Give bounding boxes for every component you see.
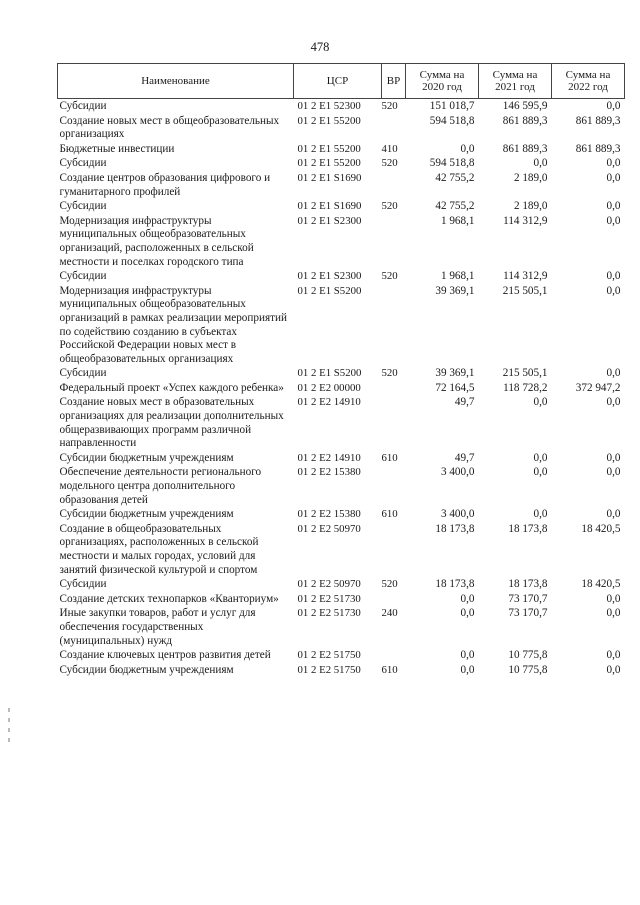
table-row bbox=[58, 99, 625, 114]
cell-csr: 01 2 E2 51750 bbox=[297, 663, 361, 676]
cell-vr: 520 bbox=[381, 100, 398, 112]
cell-csr: 01 2 E1 55200 bbox=[297, 114, 361, 127]
scan-mark bbox=[8, 738, 10, 742]
table-row bbox=[58, 663, 625, 678]
cell-y2020: 0,0 bbox=[460, 663, 475, 676]
cell-name: Модернизация инфраструктуры муниципальных общеобразовательных организаций в рамках реализации мероприятий по содействию созданию в субъектах Российской Федерации новых мест в общеобразовательных организациях bbox=[59, 284, 287, 365]
cell-y2022: 0,0 bbox=[606, 451, 621, 464]
cell-y2022: 0,0 bbox=[606, 100, 621, 112]
cell-name: Модернизация инфраструктуры муниципальных общеобразовательных организаций, расположенных в сельской местности и поселках городского типа bbox=[59, 214, 254, 268]
header-name: Наименование bbox=[58, 64, 294, 99]
cell-y2022: 0,0 bbox=[606, 607, 621, 620]
cell-y2020: 49,7 bbox=[454, 396, 475, 409]
cell-y2022: 0,0 bbox=[606, 663, 621, 676]
table-row bbox=[58, 199, 625, 214]
cell-y2021: 0,0 bbox=[533, 466, 548, 479]
cell-csr: 01 2 E1 S5200 bbox=[297, 284, 362, 297]
table-row bbox=[58, 142, 625, 157]
cell-csr: 01 2 E1 55200 bbox=[297, 142, 361, 155]
cell-y2020: 42 755,2 bbox=[435, 171, 475, 184]
cell-vr bbox=[382, 522, 406, 577]
cell-vr: 240 bbox=[381, 607, 398, 620]
cell-name: Субсидии bbox=[59, 578, 107, 591]
cell-y2021: 0,0 bbox=[533, 396, 548, 409]
cell-y2021: 18 173,8 bbox=[508, 522, 548, 535]
cell-name: Субсидии bbox=[59, 157, 107, 170]
cell-y2022: 0,0 bbox=[606, 396, 621, 409]
cell-y2020: 72 164,5 bbox=[435, 381, 475, 394]
cell-name: Создание в общеобразовательных организациях, расположенных в сельской местности и малых городах, условий для занятий физической культурой и спортом bbox=[59, 522, 259, 576]
cell-y2020: 0,0 bbox=[460, 607, 475, 620]
budget-table bbox=[57, 63, 625, 677]
table-header bbox=[58, 64, 625, 99]
table-row bbox=[58, 214, 625, 269]
cell-y2020: 594 518,8 bbox=[429, 157, 475, 170]
table-row bbox=[58, 522, 625, 577]
cell-y2022: 0,0 bbox=[606, 200, 621, 213]
header-2021: Сумма на 2021 год bbox=[479, 64, 552, 99]
cell-y2020: 594 518,8 bbox=[429, 114, 475, 127]
cell-name: Создание детских технопарков «Кванториум» bbox=[59, 592, 279, 605]
cell-csr: 01 2 E1 55200 bbox=[297, 157, 361, 170]
cell-name: Субсидии bbox=[59, 270, 107, 283]
cell-vr bbox=[382, 214, 406, 269]
cell-csr: 01 2 E1 52300 bbox=[297, 100, 361, 112]
cell-vr bbox=[382, 592, 406, 607]
cell-y2021: 0,0 bbox=[533, 508, 548, 521]
cell-csr: 01 2 E2 51750 bbox=[297, 649, 361, 662]
cell-vr: 520 bbox=[381, 200, 398, 213]
cell-y2021: 2 189,0 bbox=[513, 200, 548, 213]
cell-csr: 01 2 E2 50970 bbox=[297, 578, 361, 591]
cell-name: Создание новых мест в общеобразовательных организациях bbox=[59, 114, 280, 141]
cell-name: Субсидии бюджетным учреждениям bbox=[59, 508, 234, 521]
cell-y2020: 39 369,1 bbox=[435, 367, 475, 380]
table-row bbox=[58, 366, 625, 381]
cell-y2021: 146 595,9 bbox=[502, 100, 548, 112]
cell-name: Обеспечение деятельности регионального модельного центра дополнительного образования детей bbox=[59, 466, 262, 506]
cell-vr: 520 bbox=[381, 578, 398, 591]
scan-mark bbox=[8, 708, 10, 712]
cell-csr: 01 2 E2 51730 bbox=[297, 592, 361, 605]
cell-name: Субсидии бюджетным учреждениям bbox=[59, 451, 234, 464]
page-number: 478 bbox=[310, 40, 330, 54]
cell-y2020: 0,0 bbox=[460, 142, 475, 155]
cell-y2021: 215 505,1 bbox=[502, 284, 548, 297]
cell-csr: 01 2 E2 15380 bbox=[297, 466, 361, 479]
cell-csr: 01 2 E1 S5200 bbox=[297, 367, 362, 380]
table-row bbox=[58, 592, 625, 607]
table-row bbox=[58, 465, 625, 507]
cell-y2022: 0,0 bbox=[606, 214, 621, 227]
cell-csr: 01 2 E2 51730 bbox=[297, 607, 361, 620]
cell-y2020: 18 173,8 bbox=[435, 578, 475, 591]
cell-name: Создание центров образования цифрового и гуманитарного профилей bbox=[59, 171, 271, 198]
table-row bbox=[58, 606, 625, 648]
cell-name: Субсидии bbox=[59, 367, 107, 380]
cell-y2021: 861 889,3 bbox=[502, 114, 548, 127]
cell-y2020: 42 755,2 bbox=[435, 200, 475, 213]
cell-vr: 410 bbox=[381, 142, 398, 155]
cell-csr: 01 2 E1 S2300 bbox=[297, 214, 362, 227]
cell-y2021: 861 889,3 bbox=[502, 142, 548, 155]
cell-y2020: 18 173,8 bbox=[435, 522, 475, 535]
cell-csr: 01 2 E1 S2300 bbox=[297, 270, 362, 283]
cell-y2022: 0,0 bbox=[606, 157, 621, 170]
cell-y2022: 0,0 bbox=[606, 508, 621, 521]
cell-name: Создание ключевых центров развития детей bbox=[59, 649, 271, 662]
cell-y2021: 0,0 bbox=[533, 451, 548, 464]
cell-y2022: 861 889,3 bbox=[575, 142, 621, 155]
cell-y2021: 10 775,8 bbox=[508, 663, 548, 676]
cell-y2020: 49,7 bbox=[454, 451, 475, 464]
cell-y2021: 215 505,1 bbox=[502, 367, 548, 380]
cell-csr: 01 2 E2 00000 bbox=[297, 381, 361, 394]
cell-y2021: 118 728,2 bbox=[503, 381, 548, 394]
cell-y2022: 18 420,5 bbox=[581, 578, 621, 591]
header-csr: ЦСР bbox=[294, 64, 382, 99]
cell-y2022: 0,0 bbox=[606, 171, 621, 184]
cell-y2020: 3 400,0 bbox=[440, 508, 475, 521]
cell-vr: 610 bbox=[381, 508, 398, 521]
header-2022: Сумма на 2022 год bbox=[552, 64, 625, 99]
cell-y2022: 0,0 bbox=[606, 592, 621, 605]
cell-y2020: 39 369,1 bbox=[435, 284, 475, 297]
cell-y2021: 73 170,7 bbox=[508, 607, 548, 620]
cell-name: Федеральный проект «Успех каждого ребенка» bbox=[59, 381, 284, 394]
cell-y2022: 0,0 bbox=[606, 367, 621, 380]
cell-vr bbox=[382, 381, 406, 396]
table-body bbox=[58, 99, 625, 678]
cell-y2020: 0,0 bbox=[460, 649, 475, 662]
cell-csr: 01 2 E2 50970 bbox=[297, 522, 361, 535]
cell-vr bbox=[382, 114, 406, 142]
cell-vr: 520 bbox=[381, 367, 398, 380]
cell-csr: 01 2 E1 S1690 bbox=[297, 200, 362, 213]
cell-vr bbox=[382, 648, 406, 663]
header-2020: Сумма на 2020 год bbox=[406, 64, 479, 99]
table-row bbox=[58, 269, 625, 284]
cell-y2020: 3 400,0 bbox=[440, 466, 475, 479]
cell-name: Создание новых мест в образовательных организациях для реализации дополнительных общеразвивающих программ различной направленности bbox=[59, 396, 284, 450]
cell-vr bbox=[382, 171, 406, 199]
cell-y2021: 73 170,7 bbox=[508, 592, 548, 605]
cell-y2021: 114 312,9 bbox=[503, 270, 548, 283]
cell-name: Субсидии bbox=[59, 100, 107, 112]
cell-name: Иные закупки товаров, работ и услуг для обеспечения государственных (муниципальных) нужд bbox=[59, 607, 256, 647]
table-row bbox=[58, 114, 625, 142]
cell-y2021: 0,0 bbox=[533, 157, 548, 170]
cell-y2021: 10 775,8 bbox=[508, 649, 548, 662]
cell-y2021: 114 312,9 bbox=[503, 214, 548, 227]
cell-y2022: 0,0 bbox=[606, 284, 621, 297]
cell-csr: 01 2 E2 15380 bbox=[297, 508, 361, 521]
cell-vr bbox=[382, 284, 406, 367]
cell-y2022: 861 889,3 bbox=[575, 114, 621, 127]
scan-mark bbox=[8, 718, 10, 722]
cell-y2022: 0,0 bbox=[606, 466, 621, 479]
table-row bbox=[58, 395, 625, 450]
cell-y2022: 18 420,5 bbox=[581, 522, 621, 535]
table-row bbox=[58, 156, 625, 171]
cell-name: Субсидии bbox=[59, 200, 107, 213]
cell-y2022: 0,0 bbox=[606, 270, 621, 283]
cell-csr: 01 2 E2 14910 bbox=[297, 396, 361, 409]
cell-name: Бюджетные инвестиции bbox=[59, 142, 175, 155]
cell-name: Субсидии бюджетным учреждениям bbox=[59, 663, 234, 676]
cell-y2020: 1 968,1 bbox=[440, 214, 475, 227]
table-row bbox=[58, 284, 625, 367]
table-row bbox=[58, 381, 625, 396]
cell-vr: 610 bbox=[381, 451, 398, 464]
cell-y2021: 18 173,8 bbox=[508, 578, 548, 591]
table-row bbox=[58, 171, 625, 199]
table-row bbox=[58, 577, 625, 592]
cell-vr: 610 bbox=[381, 663, 398, 676]
cell-csr: 01 2 E1 S1690 bbox=[297, 171, 362, 184]
cell-y2020: 151 018,7 bbox=[429, 100, 475, 112]
cell-vr: 520 bbox=[381, 157, 398, 170]
cell-vr bbox=[382, 465, 406, 507]
cell-y2020: 0,0 bbox=[460, 592, 475, 605]
table-row bbox=[58, 451, 625, 466]
header-vr: ВР bbox=[382, 64, 406, 99]
table-row bbox=[58, 648, 625, 663]
cell-y2022: 0,0 bbox=[606, 649, 621, 662]
cell-vr bbox=[382, 395, 406, 450]
cell-csr: 01 2 E2 14910 bbox=[297, 451, 361, 464]
table-row bbox=[58, 507, 625, 522]
cell-y2020: 1 968,1 bbox=[440, 270, 475, 283]
cell-y2021: 2 189,0 bbox=[513, 171, 548, 184]
cell-y2022: 372 947,2 bbox=[575, 381, 621, 394]
cell-vr: 520 bbox=[381, 270, 398, 283]
scan-mark bbox=[8, 728, 10, 732]
